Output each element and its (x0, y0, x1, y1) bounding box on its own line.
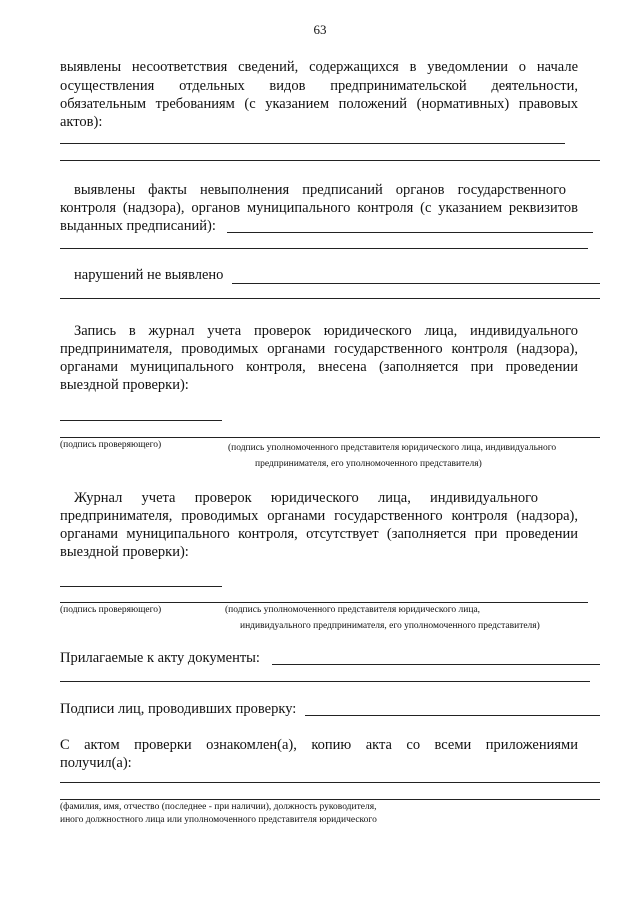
full-name-caption: (фамилия, имя, отчество (последнее - при наличии), должность руководителя, (60, 802, 377, 812)
inspector-signature-caption: (подпись проверяющего) (60, 440, 162, 450)
paragraph-line: выявлены факты невыполнения предписаний органов государственного (74, 182, 566, 198)
paragraph-line: органами муниципального контроля, отсутствует (заполняется при проведении (60, 526, 578, 542)
paragraph-line: предпринимателя, проводимых органами государственного контроля (надзора), (60, 341, 578, 357)
paragraph-line: выявлены несоответствия сведений, содержащихся в уведомлении о начале (60, 59, 578, 75)
inspector-signature-line[interactable] (60, 420, 222, 421)
fill-in-line[interactable] (60, 298, 600, 299)
signature-line[interactable] (60, 602, 588, 603)
fill-in-line[interactable] (60, 143, 565, 144)
paragraph-line: осуществления отдельных видов предпринимательской деятельности, (60, 78, 578, 94)
representative-signature-caption: (подпись уполномоченного представителя юридического лица, (225, 605, 481, 615)
fill-in-line[interactable] (232, 283, 600, 284)
paragraph-line: выездной проверки): (60, 377, 189, 393)
signature-line[interactable] (60, 437, 600, 438)
representative-signature-caption: (подпись уполномоченного представителя юридического лица, индивидуального (228, 443, 557, 453)
attached-documents-label: Прилагаемые к акту документы: (60, 650, 260, 666)
paragraph-line: С актом проверки ознакомлен(а), копию акта со всеми приложениями (60, 737, 578, 753)
fill-in-line[interactable] (272, 664, 600, 665)
fill-in-line[interactable] (60, 782, 600, 783)
representative-signature-caption: предпринимателя, его уполномоченного представителя) (255, 459, 482, 469)
representative-signature-caption: индивидуального предпринимателя, его уполномоченного представителя) (240, 621, 540, 631)
fill-in-line[interactable] (305, 715, 600, 716)
fill-in-line[interactable] (60, 681, 590, 682)
fill-in-line[interactable] (60, 248, 588, 249)
paragraph-line: Журнал учета проверок юридического лица, индивидуального (74, 490, 538, 506)
paragraph-line: актов): (60, 114, 103, 130)
fill-in-line[interactable] (60, 160, 600, 161)
paragraph-line: обязательным требованиям (с указанием положений (нормативных) правовых (60, 96, 578, 112)
inspector-signatures-label: Подписи лиц, проводивших проверку: (60, 701, 297, 717)
paragraph-line: Запись в журнал учета проверок юридического лица, индивидуального (74, 323, 578, 339)
inspector-signature-line[interactable] (60, 586, 222, 587)
paragraph-line: контроля (надзора), органов муниципального контроля (с указанием реквизитов (60, 200, 578, 216)
inspector-signature-caption: (подпись проверяющего) (60, 605, 162, 615)
full-name-caption: иного должностного лица или уполномоченного представителя юридического (60, 815, 377, 825)
paragraph-line: органами муниципального контроля, внесена (заполняется при проведении (60, 359, 578, 375)
no-violations-label: нарушений не выявлено (74, 267, 224, 283)
paragraph-line: предпринимателя, проводимых органами государственного контроля (надзора), (60, 508, 578, 524)
fill-in-line[interactable] (60, 799, 600, 800)
paragraph-line: получил(а): (60, 755, 132, 771)
paragraph-line: выездной проверки): (60, 544, 189, 560)
paragraph-line: выданных предписаний): (60, 218, 216, 234)
fill-in-line[interactable] (227, 232, 593, 233)
page-number: 63 (313, 22, 327, 37)
